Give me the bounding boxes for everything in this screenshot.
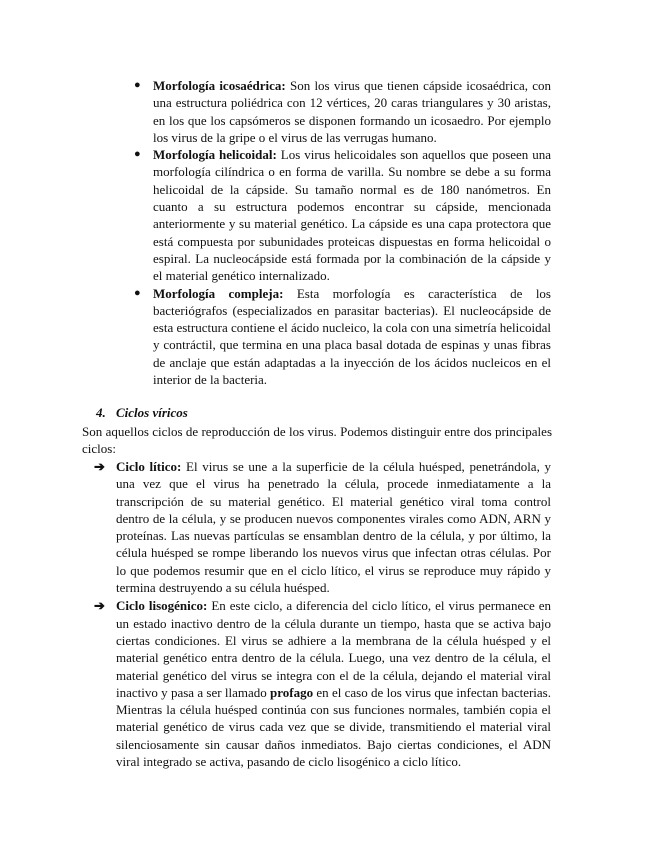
term-lytic: Ciclo lítico:	[116, 459, 182, 474]
arrow-right-icon: ➔	[94, 459, 105, 474]
text-complex: Esta morfología es característica de los bacteriógrafos (especializados en parasitar bacterias). El nucleocápside de esta estructura contiene el ácido nucleico, la cola con una simetría helicoidal y contráctil, que termina en una placa basal dotada de espinas y unas fibras de anclaje que están adaptadas a la inyección de los ácidos nucleicos en el interior de la bacteria.	[153, 285, 551, 388]
term-icosahedral: Morfología icosaédrica:	[153, 78, 286, 93]
list-item-lysogenic	[94, 597, 551, 770]
bullet-icon: ●	[134, 79, 141, 91]
cycles-list	[94, 458, 551, 770]
bullet-icon: ●	[134, 286, 141, 299]
text-lytic: El virus se une a la superficie de la célula huésped, penetrándola, y una vez que el virus ha penetrado la célula, procede inmediatamente a la transcripción de su material genético. El material genético viral toma control dentro de la célula, y se producen nuevos componentes virales como ADN, ARN y proteínas. Las nuevas partículas se ensamblan dentro de la célula, y por último, la célula huésped se rompe liberando los nuevos virus que infectan otras células. Por lo que podemos resumir que en el ciclo lítico, el virus se reproduce muy rápido y termina destruyendo a su célula huésped.	[116, 459, 551, 596]
list-item-lytic	[94, 458, 551, 596]
arrow-right-icon: ➔	[94, 598, 105, 614]
text-helical: Los virus helicoidales son aquellos que poseen una morfología cilíndrica o en forma de varilla. Su nombre se debe a su forma helicoidal de la cápside. Su tamaño normal es de 180 nanómetros. En cuanto a su estructura podemos encontrar su cápside, mencionada anteriormente y su material genético. La cápside es una capa protectora que está compuesta por subunidades proteicas dispuestas en forma helicoidal o espiral. La nucleocápside está formada por la combinación de la cápside y el material genético internalizado.	[153, 147, 552, 284]
morphology-list	[134, 77, 552, 388]
list-item-complex	[134, 285, 551, 389]
term-complex: Morfología compleja:	[153, 285, 284, 301]
text-lysogenic-before: En este ciclo, a diferencia del ciclo lítico, el virus permanece en un estado inactivo dentro de la célula durante un tiempo, hasta que se activa bajo ciertas condiciones. El virus se adhiere a la membrana de la célula huésped y el material genético entra dentro de la célula. Luego, una vez dentro de la célula, el material genético del virus se integra con el de la célula, dejando el material viral inactivo y pasa a ser llamado	[116, 598, 551, 700]
bullet-icon: ●	[134, 148, 141, 161]
section-intro: Son aquellos ciclos de reproducción de los virus. Podemos distinguir entre dos principales ciclos:	[82, 424, 552, 457]
list-item-helical	[134, 146, 552, 284]
section-title: Ciclos víricos	[116, 405, 188, 420]
text-lysogenic-after: en el caso de los virus que infectan bacterias. Mientras la célula huésped continúa con sus funciones normales, también copia el material genético de virus cada vez que se divide, transmitiendo el material viral silenciosamente sin causar daños inmediatos. Bajo ciertas condiciones, el ADN viral integrado se activa, pasando de ciclo lisogénico a ciclo lítico.	[116, 684, 551, 770]
term-lysogenic: Ciclo lisogénico:	[116, 598, 208, 614]
text-icosahedral: Son los virus que tienen cápside icosaédrica, con una estructura poliédrica con 12 vértices, 20 caras triangulares y 30 aristas, en los que los capsómeros se disponen formando un icosaedro. Por ejemplo los virus de la gripe o el virus de las verrugas humano.	[153, 78, 551, 145]
term-profago: profago	[270, 684, 314, 700]
section-number: 4.	[96, 405, 106, 420]
term-helical: Morfología helicoidal:	[153, 147, 277, 163]
section-heading	[96, 405, 188, 421]
list-item-icosahedral	[134, 77, 551, 146]
